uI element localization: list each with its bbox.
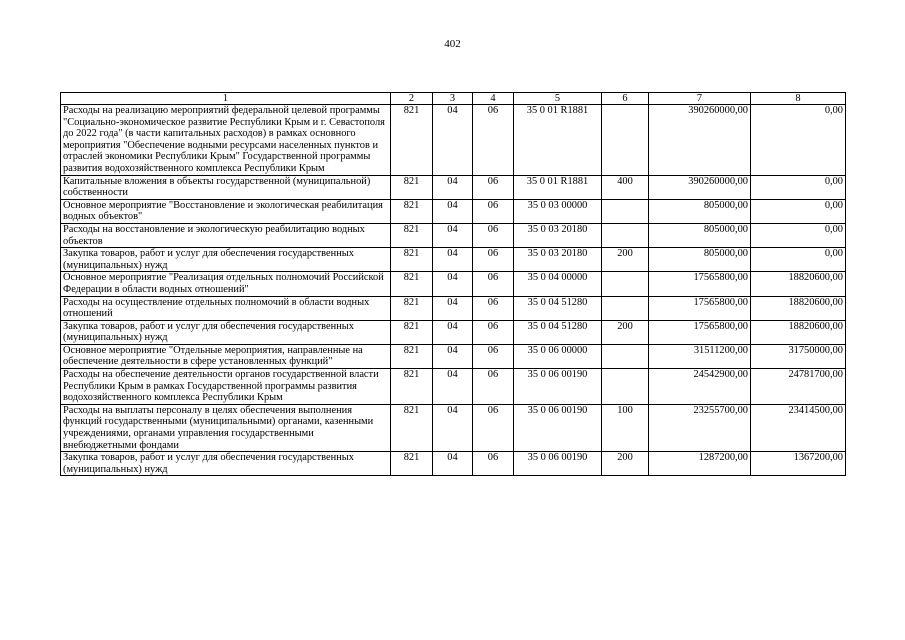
page-number: 402 xyxy=(444,38,461,50)
section-code: 04 xyxy=(433,296,473,320)
expense-type: 100 xyxy=(602,404,649,451)
ministry-code: 821 xyxy=(391,248,433,272)
row-description: Расходы на осуществление отдельных полномочий в области водных отношений xyxy=(61,296,391,320)
header-cell-7: 7 xyxy=(649,93,751,105)
subsection-code: 06 xyxy=(473,272,514,296)
subsection-code: 06 xyxy=(473,344,514,368)
amount-col8: 0,00 xyxy=(751,175,846,199)
ministry-code: 821 xyxy=(391,452,433,476)
section-code: 04 xyxy=(433,105,473,176)
table-row xyxy=(61,404,846,451)
target-article: 35 0 01 R1881 xyxy=(514,105,602,176)
ministry-code: 821 xyxy=(391,175,433,199)
amount-col8: 0,00 xyxy=(751,199,846,223)
subsection-code: 06 xyxy=(473,296,514,320)
amount-col7: 31511200,00 xyxy=(649,344,751,368)
row-description: Основное мероприятие "Отдельные мероприятия, направленные на обеспечение деятельности в сфере установленных функций" xyxy=(61,344,391,368)
expense-type: 200 xyxy=(602,320,649,344)
target-article: 35 0 01 R1881 xyxy=(514,175,602,199)
header-cell-1: 1 xyxy=(61,93,391,105)
section-code: 04 xyxy=(433,223,473,247)
row-description: Расходы на обеспечение деятельности органов государственной власти Республики Крым в рамках Государственной программы развития водохозяйственного комплекса Республики Крым xyxy=(61,369,391,405)
table-row xyxy=(61,105,846,176)
expense-type xyxy=(602,105,649,176)
table-row xyxy=(61,369,846,405)
table-row xyxy=(61,272,846,296)
amount-col8: 23414500,00 xyxy=(751,404,846,451)
header-row xyxy=(61,93,846,105)
amount-col7: 390260000,00 xyxy=(649,105,751,176)
expense-type: 200 xyxy=(602,248,649,272)
budget-table xyxy=(60,92,846,476)
amount-col7: 23255700,00 xyxy=(649,404,751,451)
table-row xyxy=(61,320,846,344)
row-description: Закупка товаров, работ и услуг для обеспечения государственных (муниципальных) нужд xyxy=(61,248,391,272)
target-article: 35 0 04 00000 xyxy=(514,272,602,296)
table-row xyxy=(61,344,846,368)
ministry-code: 821 xyxy=(391,105,433,176)
section-code: 04 xyxy=(433,199,473,223)
section-code: 04 xyxy=(433,369,473,405)
amount-col7: 805000,00 xyxy=(649,199,751,223)
target-article: 35 0 03 00000 xyxy=(514,199,602,223)
header-cell-6: 6 xyxy=(602,93,649,105)
section-code: 04 xyxy=(433,272,473,296)
expense-type xyxy=(602,344,649,368)
target-article: 35 0 06 00190 xyxy=(514,369,602,405)
section-code: 04 xyxy=(433,404,473,451)
ministry-code: 821 xyxy=(391,369,433,405)
amount-col7: 805000,00 xyxy=(649,223,751,247)
table-row xyxy=(61,175,846,199)
header-cell-3: 3 xyxy=(433,93,473,105)
expense-type xyxy=(602,272,649,296)
row-description: Основное мероприятие "Реализация отдельных полномочий Российской Федерации в области водных отношений" xyxy=(61,272,391,296)
ministry-code: 821 xyxy=(391,296,433,320)
row-description: Закупка товаров, работ и услуг для обеспечения государственных (муниципальных) нужд xyxy=(61,452,391,476)
ministry-code: 821 xyxy=(391,320,433,344)
section-code: 04 xyxy=(433,344,473,368)
amount-col7: 24542900,00 xyxy=(649,369,751,405)
section-code: 04 xyxy=(433,175,473,199)
amount-col8: 1367200,00 xyxy=(751,452,846,476)
expense-type: 400 xyxy=(602,175,649,199)
subsection-code: 06 xyxy=(473,404,514,451)
amount-col7: 390260000,00 xyxy=(649,175,751,199)
ministry-code: 821 xyxy=(391,404,433,451)
expense-type: 200 xyxy=(602,452,649,476)
expense-type xyxy=(602,223,649,247)
header-cell-5: 5 xyxy=(514,93,602,105)
target-article: 35 0 06 00000 xyxy=(514,344,602,368)
amount-col8: 18820600,00 xyxy=(751,296,846,320)
target-article: 35 0 03 20180 xyxy=(514,248,602,272)
ministry-code: 821 xyxy=(391,199,433,223)
ministry-code: 821 xyxy=(391,223,433,247)
header-cell-2: 2 xyxy=(391,93,433,105)
amount-col7: 17565800,00 xyxy=(649,320,751,344)
expense-type xyxy=(602,199,649,223)
row-description: Расходы на реализацию мероприятий федеральной целевой программы "Социально-экономическое развитие Республики Крым и г. Севастополя до 2022 года" (в части капитальных расходов) в рамках основного мероприятия "Обеспечение водными ресурсами населенных пунктов и отраслей экономики Республики Крым" Государственной программы развития водохозяйственного комплекса Республики Крым xyxy=(61,105,391,176)
amount-col8: 18820600,00 xyxy=(751,272,846,296)
target-article: 35 0 04 51280 xyxy=(514,296,602,320)
target-article: 35 0 06 00190 xyxy=(514,404,602,451)
subsection-code: 06 xyxy=(473,452,514,476)
table-row xyxy=(61,452,846,476)
table-row xyxy=(61,223,846,247)
amount-col8: 18820600,00 xyxy=(751,320,846,344)
row-description: Капитальные вложения в объекты государственной (муниципальной) собственности xyxy=(61,175,391,199)
row-description: Расходы на выплаты персоналу в целях обеспечения выполнения функций государственными (муниципальными) органами, казенными учреждениями, органами управления государственными внебюджетными фондами xyxy=(61,404,391,451)
row-description: Основное мероприятие "Восстановление и экологическая реабилитация водных объектов" xyxy=(61,199,391,223)
subsection-code: 06 xyxy=(473,199,514,223)
amount-col8: 24781700,00 xyxy=(751,369,846,405)
subsection-code: 06 xyxy=(473,369,514,405)
ministry-code: 821 xyxy=(391,344,433,368)
section-code: 04 xyxy=(433,452,473,476)
expense-type xyxy=(602,296,649,320)
subsection-code: 06 xyxy=(473,175,514,199)
subsection-code: 06 xyxy=(473,105,514,176)
table-row xyxy=(61,248,846,272)
expense-type xyxy=(602,369,649,405)
header-cell-8: 8 xyxy=(751,93,846,105)
amount-col8: 31750000,00 xyxy=(751,344,846,368)
amount-col8: 0,00 xyxy=(751,105,846,176)
section-code: 04 xyxy=(433,320,473,344)
amount-col7: 17565800,00 xyxy=(649,296,751,320)
subsection-code: 06 xyxy=(473,320,514,344)
amount-col7: 17565800,00 xyxy=(649,272,751,296)
table-row xyxy=(61,296,846,320)
subsection-code: 06 xyxy=(473,248,514,272)
row-description: Закупка товаров, работ и услуг для обеспечения государственных (муниципальных) нужд xyxy=(61,320,391,344)
target-article: 35 0 04 51280 xyxy=(514,320,602,344)
subsection-code: 06 xyxy=(473,223,514,247)
section-code: 04 xyxy=(433,248,473,272)
amount-col7: 1287200,00 xyxy=(649,452,751,476)
target-article: 35 0 03 20180 xyxy=(514,223,602,247)
amount-col8: 0,00 xyxy=(751,223,846,247)
ministry-code: 821 xyxy=(391,272,433,296)
row-description: Расходы на восстановление и экологическую реабилитацию водных объектов xyxy=(61,223,391,247)
header-cell-4: 4 xyxy=(473,93,514,105)
target-article: 35 0 06 00190 xyxy=(514,452,602,476)
amount-col8: 0,00 xyxy=(751,248,846,272)
table-row xyxy=(61,199,846,223)
amount-col7: 805000,00 xyxy=(649,248,751,272)
